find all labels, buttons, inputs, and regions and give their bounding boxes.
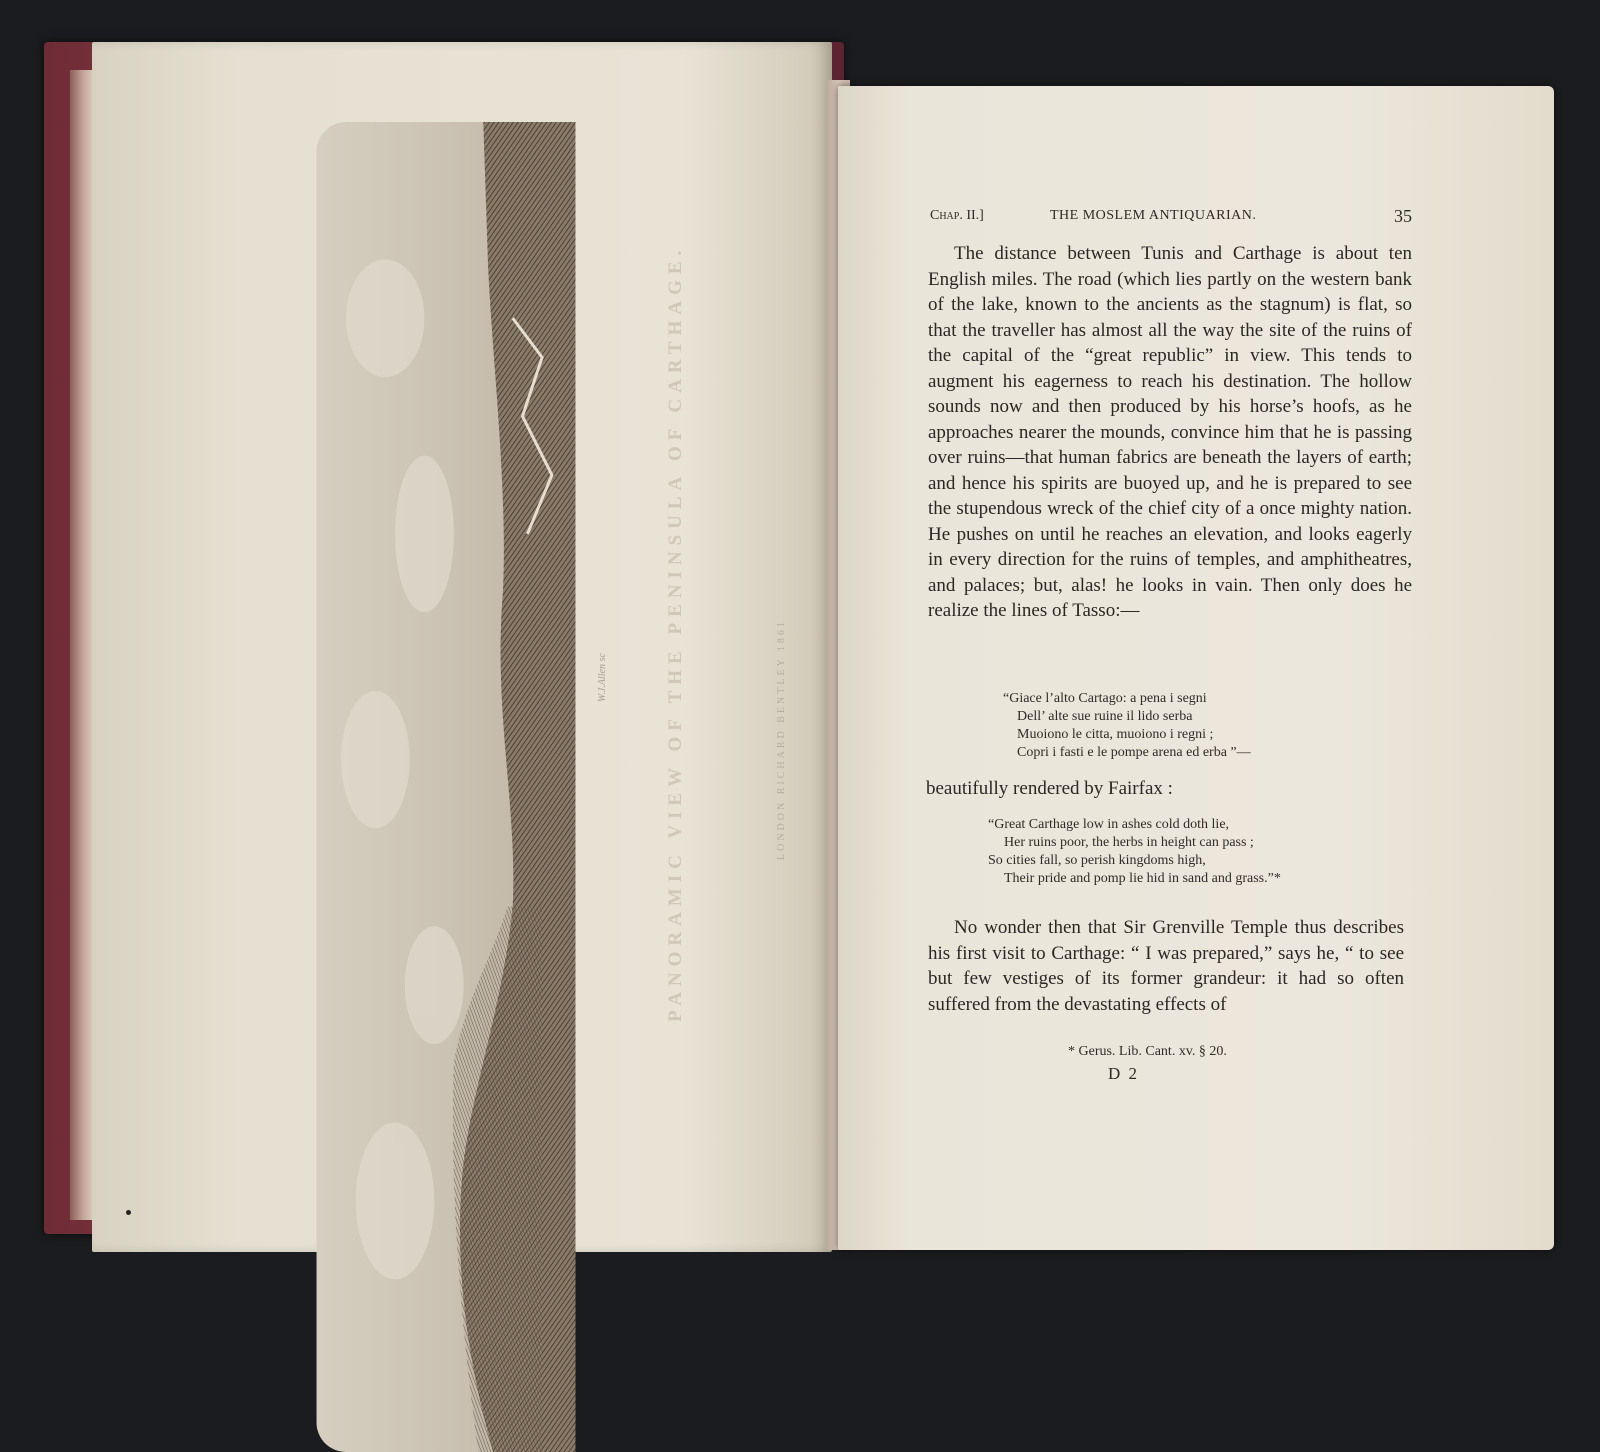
paragraph-2: No wonder then that Sir Grenville Temple thus describes his first visit to Carthage: “ I was prepared,” says he, “ to see but few vestiges of its former grandeur: it had so often suffered from the devastating effects of — [928, 917, 1404, 1015]
verse-line: Her ruins poor, the herbs in height can pass ; — [1004, 835, 1254, 850]
plate-caption: PANORAMIC VIEW OF THE PENINSULA OF CARTHAGE. — [665, 244, 686, 1022]
verse-line: “Great Carthage low in ashes cold doth lie, — [988, 817, 1230, 832]
page-number: 35 — [1394, 206, 1412, 226]
plate-artist: W.J.Allen sc — [597, 653, 608, 702]
verse-line: “Giace l’alto Cartago: a pena i segni — [1003, 691, 1207, 706]
footnote: * Gerus. Lib. Cant. xv. § 20. — [1068, 1044, 1227, 1059]
verse-line: So cities fall, so perish kingdoms high, — [988, 853, 1206, 868]
engraving-plate — [316, 122, 576, 1452]
chapter-label: Chap. II.] — [930, 208, 984, 223]
dust-speck — [126, 1210, 131, 1215]
italian-verse — [1003, 690, 1251, 762]
paragraph-1: The distance between Tunis and Carthage is about ten English miles. The road (which lies partly on the western bank of the lake, known to the ancients as the stagnum) is flat, so that the traveller has almost all the way the site of the ruins of the capital of the “great republic” in view. This tends to augment his eagerness to reach his destination. The hollow sounds now and then produced by his horse’s hoofs, as he approaches nearer the mounds, convince him that he is passing over ruins—that human fabrics are beneath the layers of earth; and hence his spirits are buoyed up, and he is prepared to see the stupendous wreck of the chief city of a once mighty nation. He pushes on until he reaches an elevation, and looks eagerly in every direction for the ruins of temples, and amphitheatres, and palaces; but, alas! he looks in vain. Then only does he realize the lines of Tasso:— — [928, 243, 1412, 621]
running-title: THE MOSLEM ANTIQUARIAN. — [1050, 208, 1257, 223]
verse-line: Copri i fasti e le pompe arena ed erba ”— — [1017, 745, 1251, 760]
running-head — [930, 206, 1412, 228]
plate-imprint: LONDON RICHARD BENTLEY 1861 — [776, 619, 787, 860]
bridge-line: beautifully rendered by Fairfax : — [926, 778, 1173, 799]
verse-line: Their pride and pomp lie hid in sand and grass.”* — [1004, 871, 1281, 886]
verse-line: Muoiono le citta, muoiono i regni ; — [1017, 727, 1214, 742]
english-verse — [988, 816, 1281, 888]
verse-line: Dell’ alte sue ruine il lido serba — [1017, 709, 1193, 724]
signature-mark: D 2 — [1108, 1064, 1140, 1083]
